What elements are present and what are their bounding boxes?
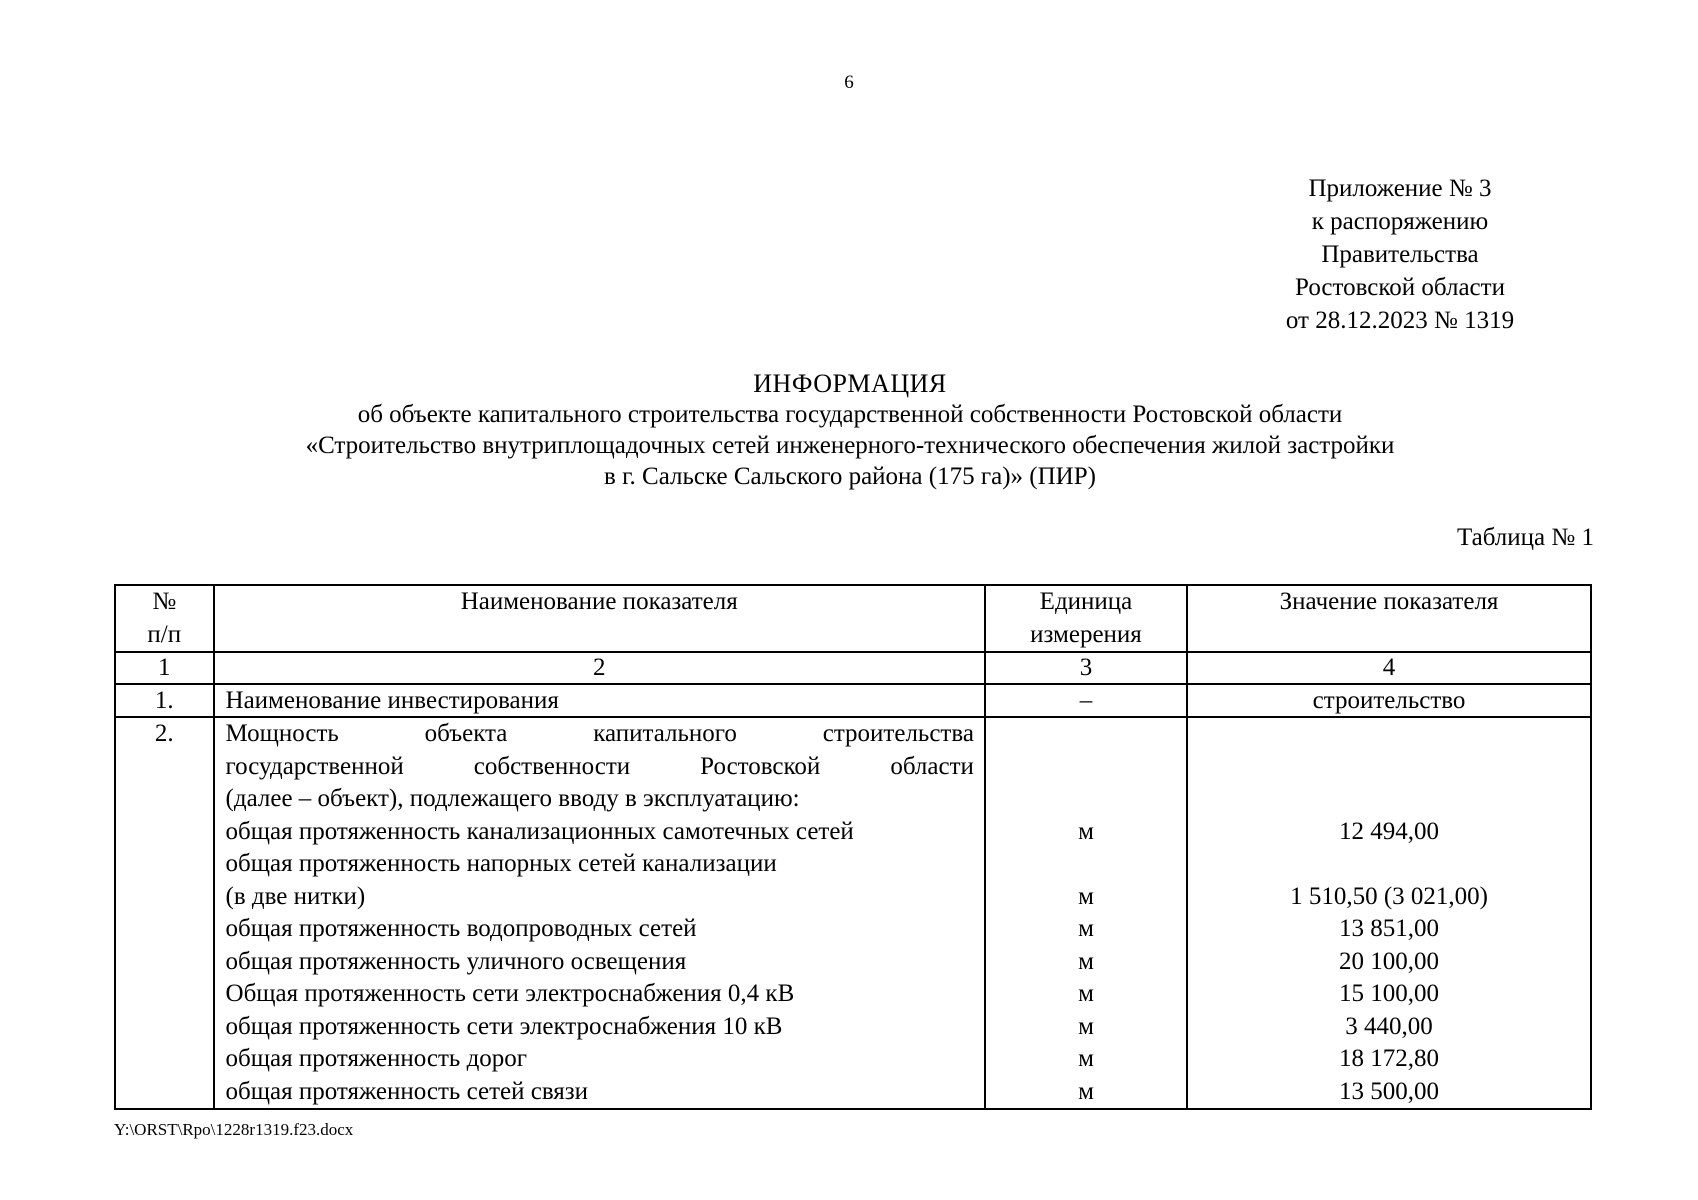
- indicator-unit: м: [1078, 980, 1094, 1007]
- row-name-cell: Наименование инвестирования: [214, 684, 985, 717]
- indicator-name: общая протяженность сети электроснабжения 10 кВ: [225, 1012, 783, 1040]
- header-text: п/п: [147, 620, 182, 648]
- indicator-unit: м: [1078, 882, 1094, 910]
- title-line: об объекте капитального строительства государственной собственности Ростовской области: [357, 401, 1343, 428]
- indicator-unit: м: [1078, 915, 1094, 942]
- title-line: в г. Сальске Сальского района (175 га)» (ПИР): [604, 463, 1096, 490]
- header-cell-number: [115, 585, 214, 652]
- row-intro-text: (далее – объект), подлежащего вводу в эксплуатацию:: [225, 785, 800, 812]
- page-number: 6: [844, 72, 854, 93]
- appendix-line: к распоряжению: [1311, 208, 1489, 235]
- table-row: [115, 717, 1591, 1109]
- appendix-line: Приложение № 3: [1308, 175, 1492, 202]
- appendix-reference: [1240, 172, 1560, 337]
- indicator-unit: [986, 848, 1186, 881]
- row-value-cell: строительство: [1187, 684, 1591, 717]
- indicator-name: (в две нитки): [225, 882, 366, 910]
- table-caption: Таблица № 1: [1456, 524, 1594, 551]
- indicator-unit: м: [1078, 947, 1094, 975]
- header-cell-name: [214, 585, 985, 652]
- indicator-name: Общая протяженность сети электроснабжения 0,4 кВ: [225, 980, 795, 1007]
- indicator-unit: м: [1078, 1077, 1094, 1105]
- row-unit-cell: –: [985, 684, 1187, 717]
- row-unit-cell: [985, 717, 1187, 1109]
- appendix-line: от 28.12.2023 № 1319: [1285, 307, 1515, 334]
- indicator-value: 13 500,00: [1339, 1077, 1440, 1105]
- indicator-name: общая протяженность водопроводных сетей: [225, 915, 697, 942]
- title-heading: ИНФОРМАЦИЯ: [753, 369, 947, 398]
- document-title: [150, 368, 1550, 492]
- indicator-value: 1 510,50 (3 021,00): [1290, 882, 1488, 910]
- row-number-cell: [115, 717, 214, 1109]
- indicator-name: общая протяженность канализационных самотечных сетей: [225, 817, 854, 845]
- indicator-value: 3 440,00: [1345, 1012, 1433, 1040]
- title-line: «Строительство внутриплощадочных сетей инженерного-технического обеспечения жилой застройки: [305, 432, 1395, 459]
- row-number-cell: 1.: [115, 684, 214, 717]
- header-text: Единица: [1039, 588, 1133, 615]
- column-number-cell: 2: [214, 652, 985, 684]
- indicator-name: общая протяженность сетей связи: [225, 1077, 589, 1105]
- header-cell-unit: [985, 585, 1187, 652]
- row-name-cell: [214, 717, 985, 1109]
- footer-file-path: Y:\ORST\Rpo\1228r1319.f23.docx: [114, 1120, 354, 1139]
- indicator-value: [1188, 848, 1590, 881]
- appendix-line: Правительства: [1321, 241, 1479, 268]
- column-number-cell: 4: [1187, 652, 1591, 684]
- indicator-value: 12 494,00: [1339, 817, 1440, 845]
- row-number-text: 2.: [154, 720, 174, 747]
- header-cell-value: [1187, 585, 1591, 652]
- header-text: Наименование показателя: [460, 588, 738, 615]
- table-header-row: [115, 585, 1591, 652]
- indicator-value: 13 851,00: [1339, 915, 1440, 942]
- row-intro-text: Мощность объекта капитального строительства: [225, 720, 974, 747]
- indicator-value: 20 100,00: [1339, 947, 1440, 975]
- appendix-line: Ростовской области: [1295, 274, 1505, 301]
- indicator-unit: м: [1078, 1012, 1094, 1040]
- indicator-name: общая протяженность дорог: [225, 1045, 528, 1072]
- header-text: №: [152, 588, 177, 615]
- indicator-name: общая протяженность напорных сетей канализации: [225, 850, 777, 877]
- header-text: измерения: [1030, 620, 1142, 648]
- column-number-cell: 3: [985, 652, 1187, 684]
- info-table: [114, 584, 1592, 1110]
- row-intro-text: государственной собственности Ростовской области: [225, 752, 974, 780]
- indicator-value: 18 172,80: [1339, 1045, 1440, 1072]
- row-value-cell: [1187, 717, 1591, 1109]
- indicator-unit: м: [1078, 817, 1094, 845]
- indicator-unit: м: [1078, 1045, 1094, 1072]
- indicator-name: общая протяженность уличного освещения: [225, 947, 687, 975]
- indicator-value: 15 100,00: [1339, 980, 1440, 1007]
- column-number-cell: 1: [115, 652, 214, 684]
- table-column-numbers-row: [115, 652, 1591, 684]
- table-row: [115, 684, 1591, 717]
- header-text: Значение показателя: [1279, 588, 1499, 615]
